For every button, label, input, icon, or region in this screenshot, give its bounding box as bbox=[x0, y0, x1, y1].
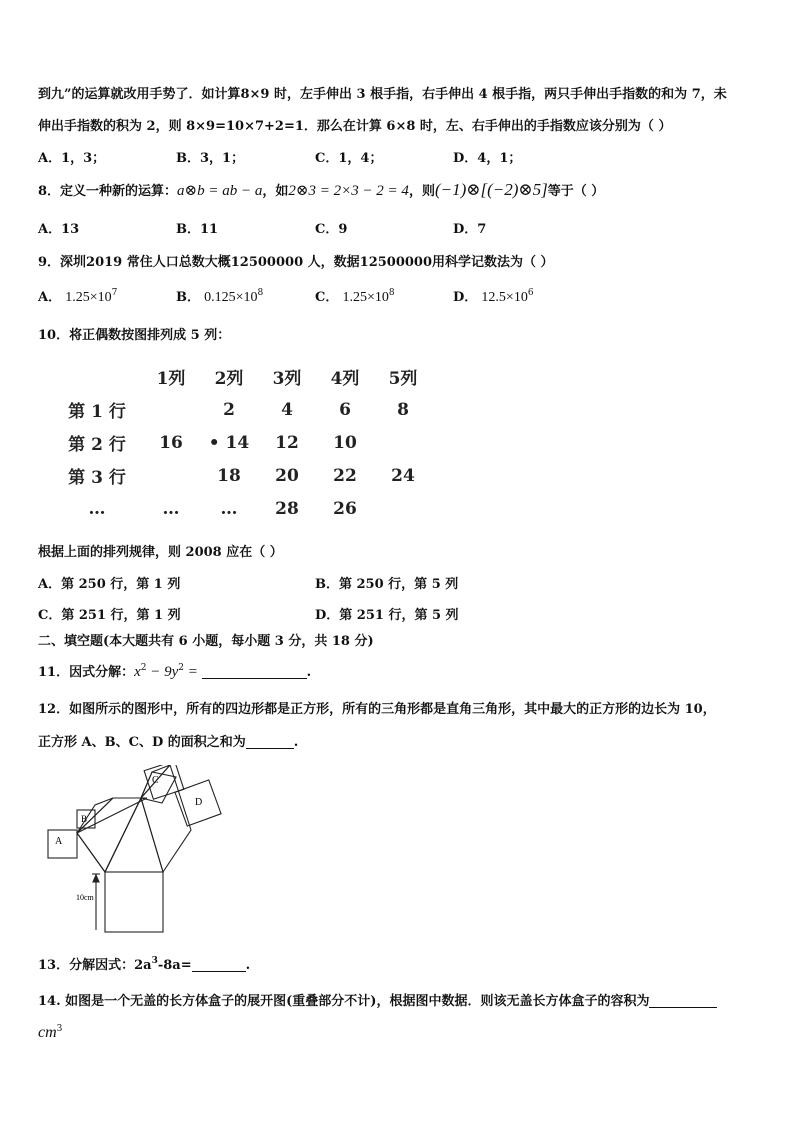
table-cell bbox=[374, 426, 432, 459]
col-header: 5列 bbox=[388, 369, 418, 389]
table-cell: 8 bbox=[397, 399, 409, 420]
dimension-label: 10cm bbox=[76, 893, 94, 902]
q14-unit: $cm^3$ bbox=[38, 1024, 63, 1041]
answer-blank[interactable] bbox=[202, 664, 307, 679]
q7-line2: 伸出手指数的积为 2，则 8×9=10×7+2=1．那么在计算 6×8 时，左、右手伸出的手指数应该分别为（ ） bbox=[38, 119, 672, 134]
table-cell: 22 bbox=[333, 465, 357, 486]
table-cell bbox=[142, 393, 200, 426]
q13: 13．分解因式：$2a^3-8a=$ . bbox=[38, 956, 251, 973]
q9-option-b: B． $0.125\times 10^8$ bbox=[176, 288, 264, 305]
table-cell: … bbox=[220, 498, 238, 519]
table-cell: 2 bbox=[223, 399, 235, 420]
row-label: 第 3 行 bbox=[68, 468, 126, 488]
table-cell: 18 bbox=[217, 465, 241, 486]
mid-square-left bbox=[77, 798, 147, 872]
row-label: 第 1 行 bbox=[68, 402, 126, 422]
q10-option-a: A．第 250 行，第 1 列 bbox=[38, 577, 181, 592]
label-a: A bbox=[55, 836, 63, 847]
table-cell: … bbox=[162, 498, 180, 519]
section-heading: 二、填空题(本大题共有 6 小题，每小题 3 分，共 18 分) bbox=[38, 634, 374, 649]
table-cell: 28 bbox=[275, 498, 299, 519]
q8-stem: 8．定义一种新的运算：a⊗b = ab − a，如2⊗3 = 2×3 − 2 = 4，则(−1)⊗[(−2)⊗5]等于（ ） bbox=[38, 180, 605, 199]
table-cell bbox=[142, 459, 200, 492]
q8-option-b: B．11 bbox=[176, 222, 219, 237]
label-d: D bbox=[195, 797, 203, 808]
q9-option-d: D． $12.5\times 10^6$ bbox=[453, 288, 534, 305]
q10-option-d: D．第 251 行，第 5 列 bbox=[315, 608, 459, 623]
q12-line1: 12．如图所示的图形中，所有的四边形都是正方形，所有的三角形都是直角三角形，其中最大的正方形的边长为 10， bbox=[38, 702, 716, 717]
table-cell: 26 bbox=[333, 498, 357, 519]
table-cell: 12 bbox=[275, 432, 299, 453]
square-c bbox=[144, 765, 184, 799]
q7-option-b: B．3，1； bbox=[176, 151, 245, 166]
table-cell: 6 bbox=[339, 399, 351, 420]
table-row bbox=[52, 393, 432, 426]
col-header: 4列 bbox=[330, 369, 360, 389]
q14-line1: 14. 如图是一个无盖的长方体盒子的展开图(重叠部分不计)，根据图中数据．则该无盖长方体盒子的容积为 bbox=[38, 990, 717, 1009]
q10-header-row bbox=[52, 360, 432, 393]
q9-option-a: A． $1.25\times 10^7$ bbox=[38, 288, 118, 305]
label-b: B bbox=[81, 814, 88, 824]
largest-square bbox=[105, 872, 163, 932]
col-header: 2列 bbox=[214, 369, 244, 389]
table-row bbox=[52, 426, 432, 459]
table-row bbox=[52, 492, 432, 525]
q10-number-table bbox=[52, 360, 432, 525]
q10-stem: 10．将正偶数按图排列成 5 列： bbox=[38, 328, 231, 343]
q10-option-c: C．第 251 行，第 1 列 bbox=[38, 608, 181, 623]
q12-line2: 正方形 A、B、C、D 的面积之和为 . bbox=[38, 735, 299, 750]
q10-question: 根据上面的排列规律，则 2008 应在（ ） bbox=[38, 545, 283, 560]
table-row bbox=[52, 459, 432, 492]
col-header: 3列 bbox=[272, 369, 302, 389]
answer-blank[interactable] bbox=[246, 734, 294, 749]
table-cell: 10 bbox=[333, 432, 357, 453]
q8-option-d: D．7 bbox=[453, 222, 487, 237]
table-cell: 4 bbox=[281, 399, 293, 420]
q9-option-c: C． $1.25\times 10^8$ bbox=[315, 288, 395, 305]
q7-option-c: C．1，4； bbox=[315, 151, 383, 166]
row-label: 第 2 行 bbox=[68, 435, 126, 455]
q7-line1: 到九”的运算就改用手势了．如计算8×9 时，左手伸出 3 根手指，右手伸出 4 根手指，两只手伸出手指数的和为 7，未 bbox=[38, 87, 727, 102]
answer-blank[interactable] bbox=[192, 957, 246, 972]
q8-option-c: C．9 bbox=[315, 222, 348, 237]
table-cell: 16 bbox=[159, 432, 183, 453]
label-c: C bbox=[152, 775, 159, 786]
row-label: … bbox=[88, 498, 106, 519]
table-cell: 24 bbox=[391, 465, 415, 486]
q10-option-b: B．第 250 行，第 5 列 bbox=[315, 577, 459, 592]
square-a bbox=[48, 830, 77, 858]
q9-stem: 9．深圳2019 常住人口总数大概12500000 人，数据12500000用科学记数法为（ ） bbox=[38, 255, 554, 270]
table-cell: • 14 bbox=[208, 432, 250, 453]
q11: 11．因式分解：$x^2 - 9y^2$ = . bbox=[38, 663, 312, 680]
answer-blank[interactable] bbox=[649, 993, 717, 1008]
q7-option-a: A．1，3； bbox=[38, 151, 106, 166]
pythagoras-squares-figure bbox=[40, 765, 240, 940]
table-cell bbox=[374, 492, 432, 525]
q7-option-d: D．4，1； bbox=[453, 151, 522, 166]
col-header: 1列 bbox=[156, 369, 186, 389]
table-cell: 20 bbox=[275, 465, 299, 486]
q8-option-a: A．13 bbox=[38, 222, 80, 237]
